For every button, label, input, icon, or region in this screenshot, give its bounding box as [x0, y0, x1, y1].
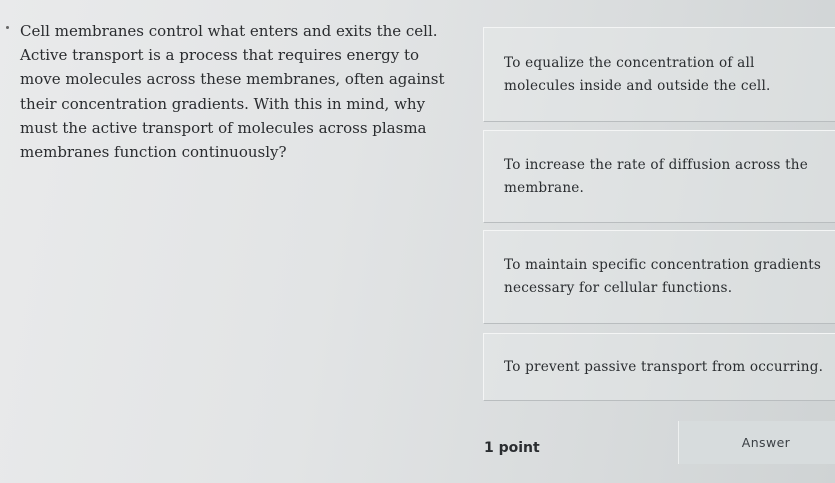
answer-option-1[interactable]	[483, 27, 835, 122]
answer-option-4[interactable]	[483, 333, 835, 401]
answer-button[interactable]	[678, 421, 835, 464]
bullet-dot	[6, 26, 9, 29]
answer-option-2[interactable]	[483, 130, 835, 223]
answer-option-label: To prevent passive transport from occurring.	[504, 358, 824, 375]
answer-button-label: Answer	[741, 435, 791, 450]
answer-option-label: To increase the rate of diffusion across the membrane.	[504, 156, 808, 196]
answer-option-label: To equalize the concentration of all molecules inside and outside the cell.	[504, 54, 771, 94]
answer-option-3[interactable]	[483, 230, 835, 324]
points-label: 1 point	[484, 440, 540, 456]
answer-option-label: To maintain specific concentration gradients necessary for cellular functions.	[504, 257, 822, 296]
question-text: Cell membranes control what enters and exits the cell. Active transport is a process that requires energy to move molecules across these membranes, often against their concentration gradients. With this in mind, why must the active transport of molecules across plasma membranes function continuously?	[20, 22, 445, 162]
